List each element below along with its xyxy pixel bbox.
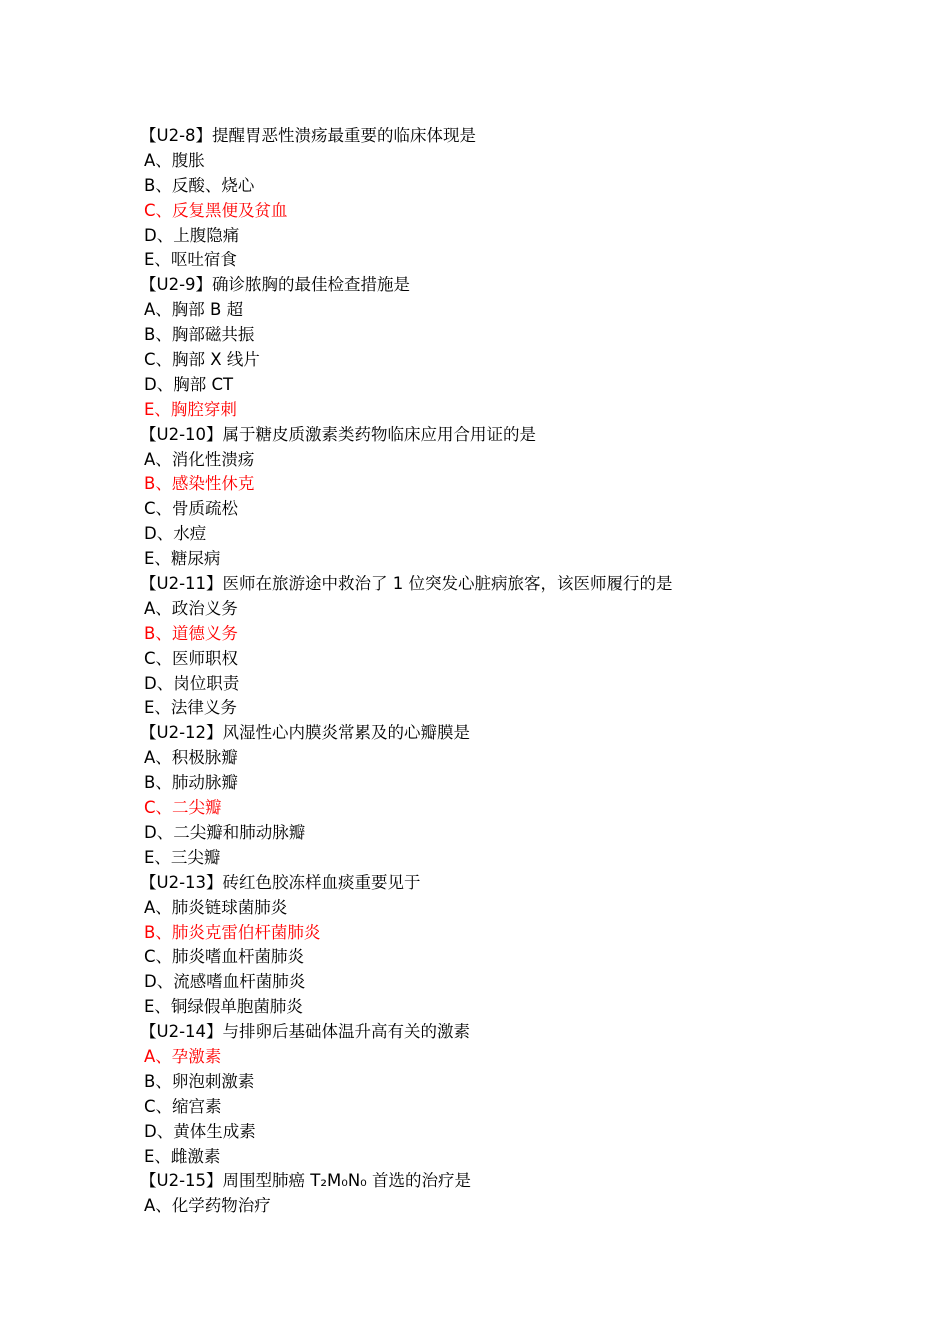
option: E、法律义务 — [144, 698, 237, 718]
question-block — [140, 423, 864, 572]
question-block — [140, 871, 864, 1020]
option: A、胸部 B 超 — [144, 300, 244, 320]
option: E、三尖瓣 — [144, 847, 221, 867]
option: A、积极脉瓣 — [144, 748, 238, 768]
question-block — [140, 572, 864, 721]
option: C、胸部 X 线片 — [144, 350, 260, 370]
option: D、黄体生成素 — [144, 1121, 256, 1141]
option: E、呕吐宿食 — [144, 250, 237, 270]
question-block — [140, 1020, 864, 1169]
option: C、骨质疏松 — [144, 499, 239, 519]
correct-option: B、道德义务 — [144, 623, 238, 643]
question-stem: 【U2-13】砖红色胶冻样血痰重要见于 — [140, 872, 421, 892]
correct-option: B、肺炎克雷伯杆菌肺炎 — [144, 922, 321, 942]
option: D、流感嗜血杆菌肺炎 — [144, 972, 306, 992]
question-block — [140, 721, 864, 870]
option: D、胸部 CT — [144, 374, 234, 394]
correct-option: A、孕激素 — [144, 1046, 222, 1066]
option: A、消化性溃疡 — [144, 449, 255, 469]
correct-option: E、胸腔穿刺 — [144, 399, 237, 419]
option: B、肺动脉瓣 — [144, 773, 238, 793]
question-stem: 【U2-11】医师在旅游途中救治了 1 位突发心脏病旅客，该医师履行的是 — [140, 574, 673, 594]
option: B、反酸、烧心 — [144, 175, 255, 195]
option: A、腹胀 — [144, 150, 205, 170]
question-block — [140, 273, 864, 422]
option: B、胸部磁共振 — [144, 325, 255, 345]
correct-option: C、二尖瓣 — [144, 798, 222, 818]
option: D、水痘 — [144, 524, 207, 544]
option: A、政治义务 — [144, 598, 238, 618]
option: C、肺炎嗜血杆菌肺炎 — [144, 947, 305, 967]
option: D、岗位职责 — [144, 673, 240, 693]
option: C、缩宫素 — [144, 1096, 222, 1116]
option: E、雌激素 — [144, 1146, 221, 1166]
question-list — [140, 124, 864, 1219]
option: C、医师职权 — [144, 648, 239, 668]
question-stem: 【U2-14】与排卵后基础体温升高有关的激素 — [140, 1022, 471, 1042]
option: D、二尖瓣和肺动脉瓣 — [144, 822, 306, 842]
option: E、糖尿病 — [144, 549, 221, 569]
question-block — [140, 1169, 864, 1219]
option: B、卵泡刺激素 — [144, 1071, 255, 1091]
question-stem: 【U2-8】提醒胃恶性溃疡最重要的临床体现是 — [140, 126, 477, 145]
question-block — [140, 124, 864, 273]
question-stem: 【U2-12】风湿性心内膜炎常累及的心瓣膜是 — [140, 723, 471, 743]
option: A、肺炎链球菌肺炎 — [144, 897, 288, 917]
question-stem: 【U2-15】周围型肺癌 T₂M₀N₀ 首选的治疗是 — [140, 1171, 472, 1191]
correct-option: C、反复黑便及贫血 — [144, 200, 288, 220]
question-stem: 【U2-9】确诊脓胸的最佳检查措施是 — [140, 275, 411, 295]
option: A、化学药物治疗 — [144, 1196, 271, 1216]
option: D、上腹隐痛 — [144, 225, 240, 245]
question-stem: 【U2-10】属于糖皮质激素类药物临床应用合用证的是 — [140, 424, 537, 444]
option: E、铜绿假单胞菌肺炎 — [144, 997, 303, 1017]
correct-option: B、感染性休克 — [144, 474, 255, 494]
